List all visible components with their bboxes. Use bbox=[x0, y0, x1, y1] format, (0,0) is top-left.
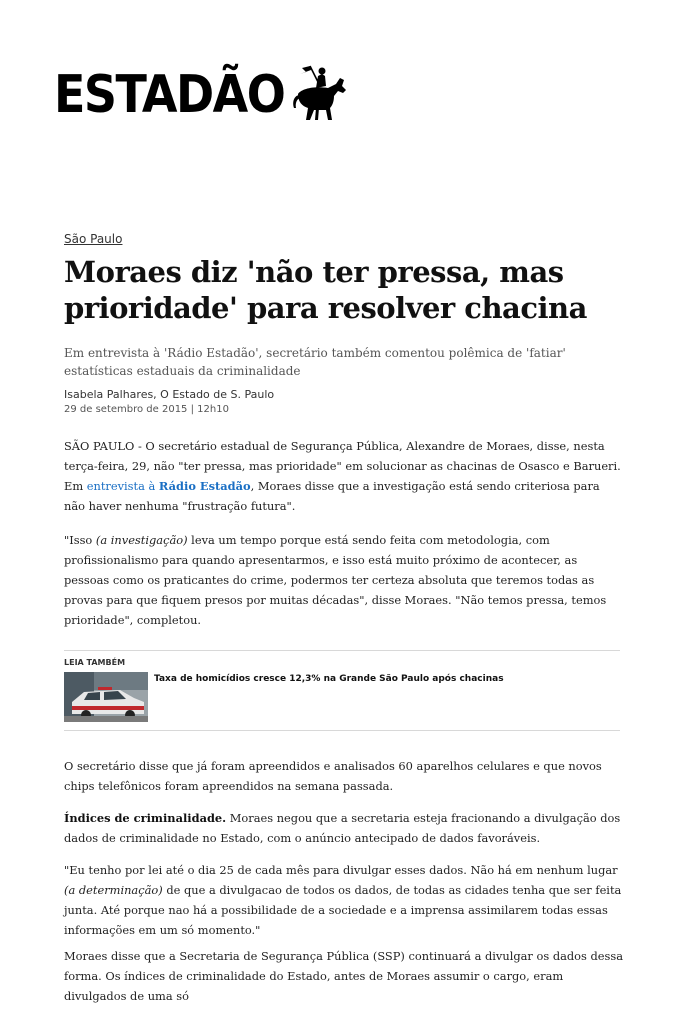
subtitle: Em entrevista à 'Rádio Estadão', secretário também comentou polêmica de 'fatiar' estatísticas estaduais da criminalidade bbox=[64, 346, 566, 378]
paragraph-3: O secretário disse que já foram apreendidos e analisados 60 aparelhos celulares e que novos chips telefônicos foram apreendidos na semana passada. bbox=[64, 759, 602, 793]
publish-date: 29 de setembro de 2015 | 12h10 bbox=[64, 404, 229, 415]
section-link[interactable]: São Paulo bbox=[64, 232, 123, 246]
related-thumbnail[interactable] bbox=[64, 672, 148, 722]
headline: Moraes diz 'não ter pressa, mas prioridade' para resolver chacina bbox=[64, 255, 587, 325]
paragraph-4 bbox=[64, 808, 624, 848]
divider bbox=[64, 650, 620, 651]
paragraph-6: Moraes disse que a Secretaria de Segurança Pública (SSP) continuará a divulgar os dados dessa forma. Os índices de criminalidade do Estado, antes de Moraes assumir o cargo, eram divulgados de uma só bbox=[64, 949, 624, 1003]
paragraph-5 bbox=[64, 860, 624, 940]
paragraph-2-italic: (a investigação) bbox=[95, 533, 188, 547]
paragraph-4-text: Moraes negou que a secretaria esteja fracionando a divulgação dos dados de criminalidade no Estado, com o anúncio antecipado de dados favoráveis. bbox=[64, 811, 621, 845]
paragraph-5-italic: (a determinação) bbox=[64, 883, 163, 897]
paragraph-2-text: "Isso bbox=[64, 533, 96, 547]
paragraph-1 bbox=[64, 436, 624, 516]
paragraph-5-text-end: de que a divulgacao de todos os dados, de todas as cidades tenha que ser feita junta. Até porque nao há a possibilidade de a sociedade e a imprensa assimilarem todas essas informações em um só momento." bbox=[64, 883, 622, 937]
paragraph-1-text: SÃO PAULO - O secretário estadual de Segurança Pública, Alexandre de Moraes, disse, nesta terça-feira, 29, não "ter pressa, mas prioridade" em solucionar as chacinas de Osasco e Barueri. Em bbox=[64, 439, 621, 493]
paragraph-5-text: "Eu tenho por lei até o dia 25 de cada mês para divulgar esses dados. Não há em nenhum lugar bbox=[64, 863, 618, 877]
related-label: LEIA TAMBÉM bbox=[64, 658, 126, 667]
interview-link[interactable]: entrevista à bbox=[86, 479, 159, 493]
author-byline: Isabela Palhares, O Estado de S. Paulo bbox=[64, 388, 275, 401]
knight-on-horse-icon bbox=[288, 64, 352, 122]
radio-estadao-link[interactable]: Rádio Estadão bbox=[158, 479, 251, 493]
paragraph-2-text-end: leva um tempo porque está sendo feita com metodologia, com profissionalismo para quando apresentarmos, e isso está muito próximo de acontecer, as pessoas como os praticantes do crime, podermos ter certeza absoluta que teremos todas as provas para que fiquem presos por muitas décadas", disse Moraes. "Não temos pressa, temos prioridade", completou. bbox=[64, 533, 607, 627]
logo-wordmark: ESTADÃO bbox=[54, 64, 285, 125]
police-car-photo bbox=[64, 672, 148, 722]
paragraph-1-text-end: , Moraes disse que a investigação está sendo criteriosa para não haver nenhuma "frustração futura". bbox=[64, 479, 600, 513]
paragraph-2 bbox=[64, 530, 624, 630]
divider bbox=[64, 730, 620, 731]
estadao-logo[interactable] bbox=[54, 64, 352, 125]
related-article-link[interactable]: Taxa de homicídios cresce 12,3% na Grande São Paulo após chacinas bbox=[154, 674, 504, 684]
subheading: Índices de criminalidade. bbox=[64, 811, 227, 825]
